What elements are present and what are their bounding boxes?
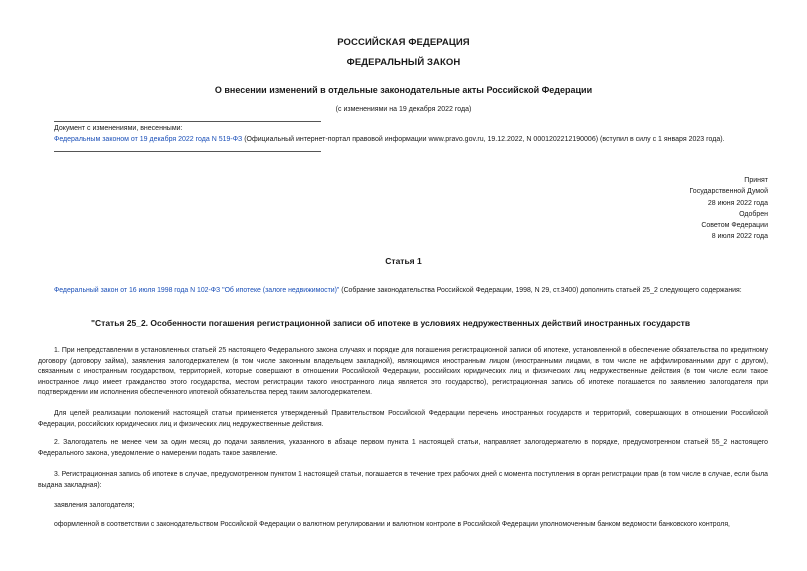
adoption-block xyxy=(689,175,768,243)
base-law-link[interactable]: Федеральный закон от 16 июля 1998 года N 102-ФЗ "Об ипотеке (залоге недвижимости)" xyxy=(54,287,340,294)
adopted-label: Принят xyxy=(744,177,768,184)
edition-note: (с изменениями на 19 декабря 2022 года) xyxy=(335,106,472,113)
paragraph-3: 2. Залогодатель не менее чем за один месяц до подачи заявления, указанного в абзаце первом пункта 1 настоящей статьи, направляет залогодержателю в порядке, предусмотренном статьей 55_2 настоящего Федерального закона, уведомление о намерении подать такое заявление. xyxy=(38,439,768,457)
article-intro xyxy=(38,286,768,297)
paragraph-5: заявления залогодателя; xyxy=(54,502,135,509)
divider-bottom xyxy=(54,151,321,152)
paragraph-2: Для целей реализации положений настоящей статьи применяется утвержденный Правительством Российской Федерации перечень иностранных государств и территорий, совершающих в отношении Российской Федерации, российских юридических лиц и физических лиц недружественные действия. xyxy=(38,410,768,428)
paragraph-4: 3. Регистрационная запись об ипотеке в случае, предусмотренном пунктом 1 настоящей статьи, погашается в течение трех рабочих дней с момента поступления в орган регистрации прав (в том числе в случае, если была выдана закладная): xyxy=(38,471,768,489)
adopted-by: Государственной Думой xyxy=(689,188,768,196)
page-title: О внесении изменений в отдельные законодательные акты Российской Федерации xyxy=(214,85,593,95)
article-heading: Статья 1 xyxy=(385,256,422,266)
article-subheading: "Статья 25_2. Особенности погашения регистрационной записи об ипотеке в условиях недружественных действий иностранных государств xyxy=(91,318,691,328)
article-intro-rest: (Собрание законодательства Российской Федерации, 1998, N 29, ст.3400) дополнить статьей 25_2 следующего содержания: xyxy=(339,287,742,294)
paragraph-1: 1. При непредставлении в установленных статьей 25 настоящего Федерального закона случаях и порядке для погашения регистрационной записи об ипотеке, установленной в обеспечение обязательства по кредитному договору (договору займа), заявления залогодержателем (в том числе законным владельцем закладной), являющимся иностранным лицом (иностранными лицами, в том числе не аффилированными друг с другом), связанным с иностранным государством, территорией, которые совершают в отношении Российской Федерации, российских юридических лиц и физических лиц недружественные действия (в том числе если такое иностранное лицо имеет гражданство этого государства, местом регистрации такого иностранного лица является это государство), регистрационная запись об ипотеке погашается по заявлению залогодателя при подтверждении им исполнения обеспеченного ипотекой обязательства перед таким залогодержателем. xyxy=(38,347,768,397)
changes-intro: Документ с изменениями, внесенными: xyxy=(54,125,183,132)
approved-date: 8 июля 2022 года xyxy=(711,233,768,241)
country-heading: РОССИЙСКАЯ ФЕДЕРАЦИЯ xyxy=(337,37,470,48)
adopted-date: 28 июня 2022 года xyxy=(707,199,768,207)
approved-by: Советом Федерации xyxy=(701,222,768,230)
divider-top xyxy=(54,121,321,122)
paragraph-6: оформленной в соответствии с законодательством Российской Федерации о валютном регулировании и валютном контроле в Российской Федерации уполномоченным банком ведомости банковского контроля, xyxy=(54,521,730,528)
changes-line xyxy=(54,136,725,143)
approved-label: Одобрен xyxy=(739,210,768,218)
changes-source: (Официальный интернет-портал правовой информации www.pravo.gov.ru, 19.12.2022, N 0001202212190006) (вступил в силу с 1 января 2023 года). xyxy=(242,136,725,143)
amending-law-link[interactable]: Федеральным законом от 19 декабря 2022 года N 519-ФЗ xyxy=(54,136,243,143)
doc-type-heading: ФЕДЕРАЛЬНЫЙ ЗАКОН xyxy=(346,57,461,68)
